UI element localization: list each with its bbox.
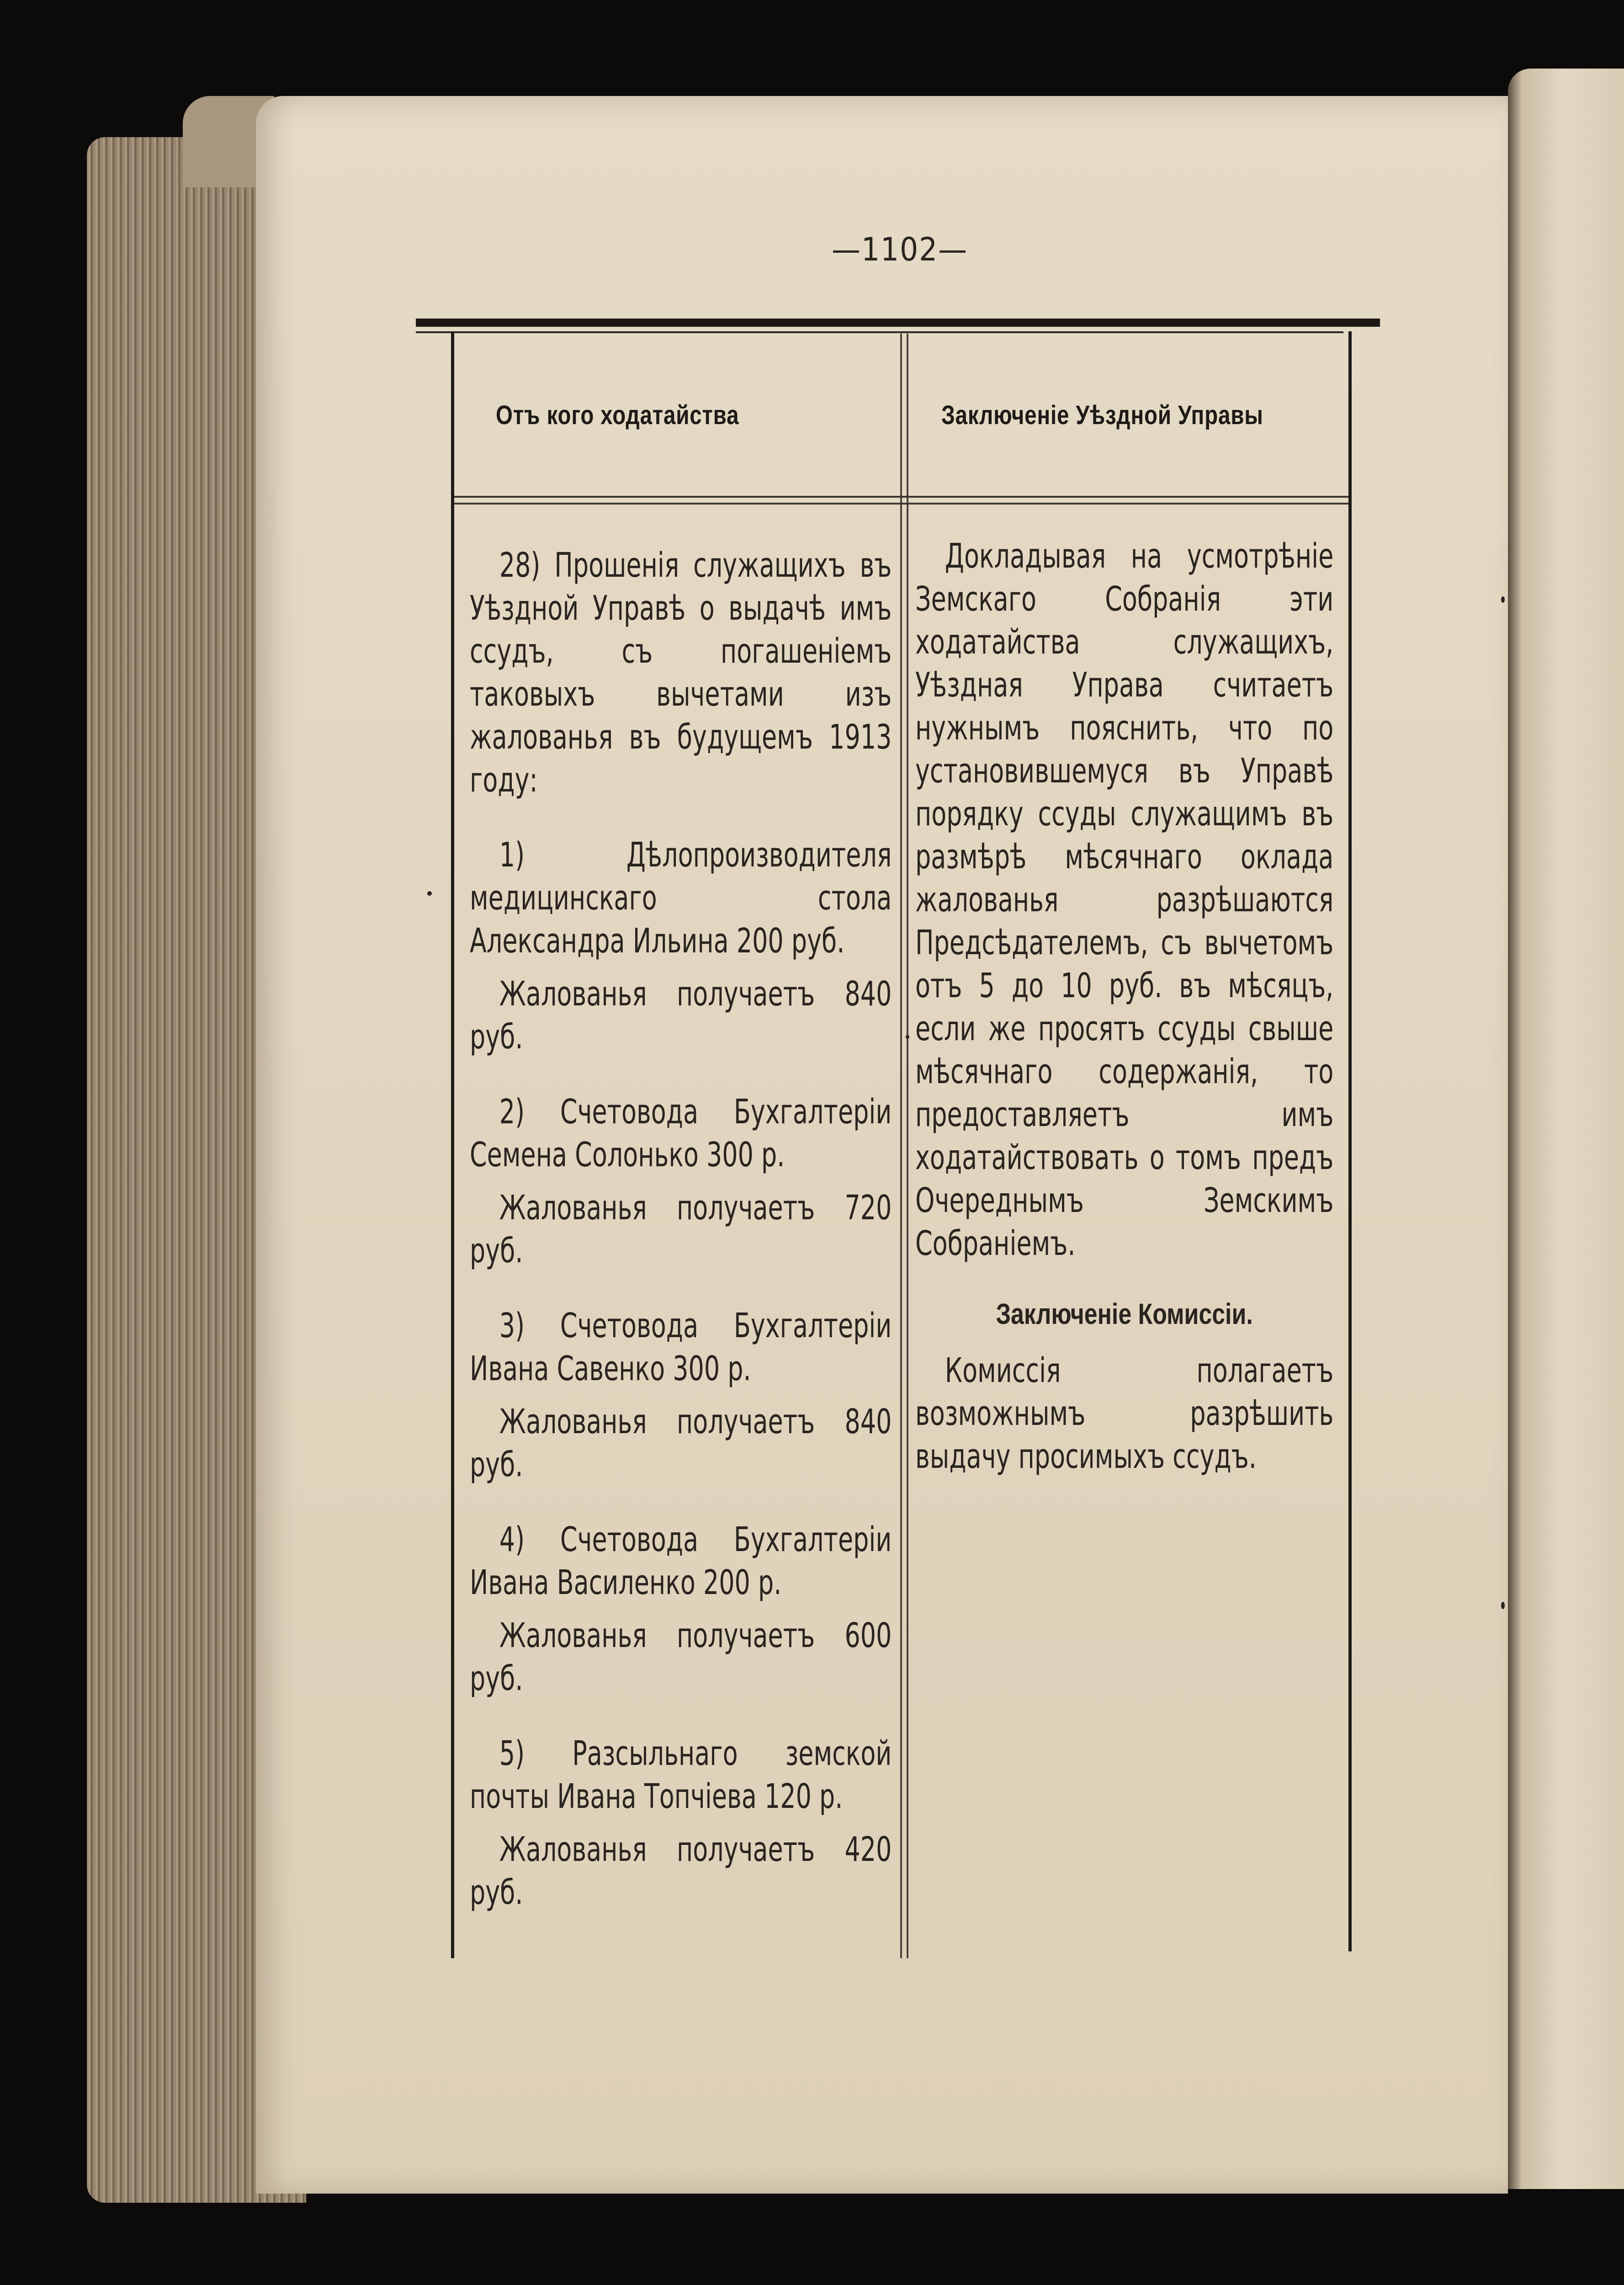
- print-speck: [906, 1035, 909, 1039]
- table-column-divider-inner: [907, 334, 908, 1958]
- table-left-border: [451, 331, 454, 1958]
- petition-item-salary: Жалованья получаетъ 720 руб.: [470, 1188, 892, 1270]
- conclusions-column: [915, 535, 1333, 1478]
- petition-item-salary: Жалованья получаетъ 840 руб.: [470, 974, 892, 1057]
- petition-item-salary: Жалованья получаетъ 420 руб.: [470, 1830, 892, 1912]
- table-column-divider: [900, 334, 902, 1958]
- petition-item-request: 3) Счетовода Бухгалтеріи Ивана Савенко 300 р.: [470, 1306, 892, 1388]
- print-speck: [1501, 596, 1505, 603]
- commission-conclusion-text: Комиссія полагаетъ возможнымъ разрѣшить выдачу просимыхъ ссудъ.: [915, 1351, 1334, 1476]
- facing-page-edge: [1508, 69, 1624, 2189]
- commission-heading: Заключеніе Комиссіи.: [996, 1297, 1253, 1330]
- table-top-rule: [416, 319, 1380, 327]
- petition-item-request: 1) Дѣлопроизводителя медицинскаго стола Александра Ильина 200 руб.: [470, 835, 892, 961]
- header-bottom-rule-second: [454, 503, 1348, 505]
- print-speck: [427, 891, 432, 896]
- print-speck: [1501, 1602, 1505, 1609]
- petition-item-salary: Жалованья получаетъ 840 руб.: [470, 1402, 892, 1484]
- column-header-petitioner: Отъ кого ходатайства: [496, 400, 739, 430]
- petition-item-salary: Жалованья получаетъ 600 руб.: [470, 1616, 892, 1698]
- uprava-conclusion-text: Докладывая на усмотрѣніе Земскаго Собранія эти ходатайства служащихъ, Уѣздная Управа считаетъ нужнымъ пояснить, что по установившемуся въ Управѣ порядку ссуды служащимъ въ размѣрѣ мѣсячнаго оклада жалованья разрѣшаются Предсѣдателемъ, съ вычетомъ отъ 5 до 10 руб. въ мѣсяцъ, если же просятъ ссуды свыше мѣсячнаго содержанія, то предоставляетъ имъ ходатайствовать о томъ предъ Очереднымъ Земскимъ Собраніемъ.: [915, 537, 1334, 1263]
- header-bottom-rule: [454, 496, 1348, 498]
- page-number: —1102—: [832, 231, 968, 268]
- petition-item-request: 2) Счетовода Бухгалтеріи Семена Солонько 300 р.: [470, 1092, 892, 1174]
- petitions-column: [470, 544, 892, 1914]
- table-right-border: [1348, 331, 1352, 1951]
- petition-intro: 28) Прошенія служащихъ въ Уѣздной Управѣ о выдачѣ имъ ссудъ, съ погашеніемъ таковыхъ вычетами изъ жалованья въ будущемъ 1913 году:: [470, 546, 892, 800]
- table-top-thin-rule: [416, 331, 1343, 333]
- petition-item-request: 5) Разсыльнаго земской почты Ивана Топчіева 120 р.: [470, 1734, 892, 1816]
- column-header-uprava-conclusion: Заключеніе Уѣздной Управы: [941, 400, 1263, 430]
- petition-item-request: 4) Счетовода Бухгалтеріи Ивана Василенко 200 р.: [470, 1520, 892, 1602]
